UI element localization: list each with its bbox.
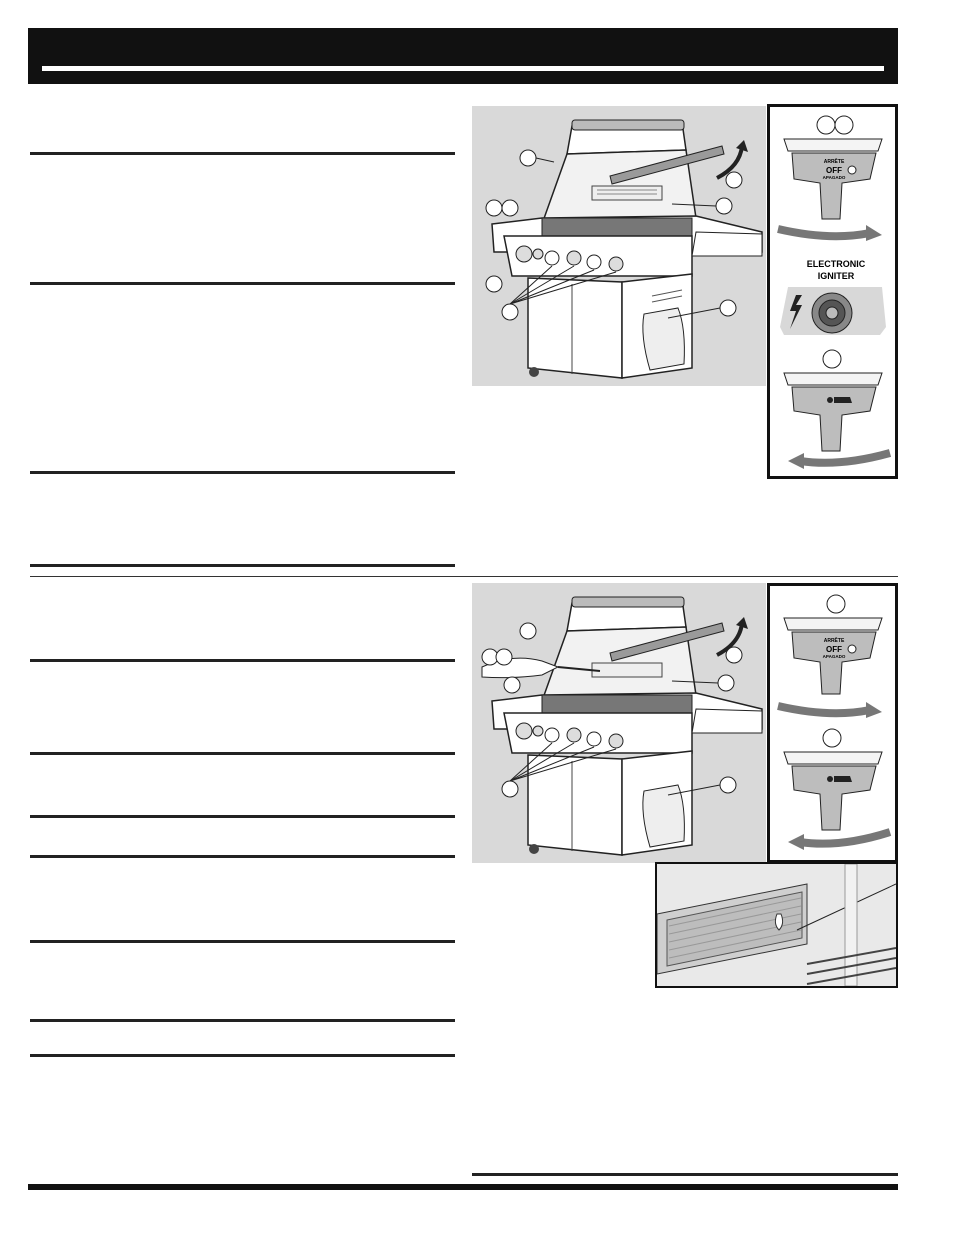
page-footer-bar	[28, 1184, 898, 1190]
section-divider	[30, 659, 455, 662]
section-divider	[30, 1054, 455, 1057]
knob-label-apagado: APAGADO	[822, 175, 846, 180]
knob-label-off: OFF	[826, 166, 842, 175]
half-page-separator	[30, 576, 898, 577]
section-divider	[30, 1019, 455, 1022]
section-divider	[30, 815, 455, 818]
igniter-label-line2: IGNITER	[817, 271, 855, 281]
knob-label-off: OFF	[826, 645, 842, 654]
control-steps-drawing	[770, 107, 895, 476]
section-divider	[30, 855, 455, 858]
section-divider	[30, 282, 455, 285]
page-header-banner	[28, 28, 898, 84]
control-steps-drawing-bottom	[770, 586, 895, 860]
header-underline	[42, 66, 884, 71]
control-steps-panel-bottom	[767, 583, 898, 863]
detail-inset-igniter-hole	[655, 862, 898, 988]
grill-drawing-lighting	[472, 583, 766, 863]
right-column-rule	[472, 1173, 898, 1176]
section-divider	[30, 471, 455, 474]
section-divider	[30, 752, 455, 755]
knob-label-apagado: APAGADO	[822, 654, 846, 659]
igniter-label-line1: ELECTRONIC	[806, 259, 866, 269]
grill-drawing	[472, 106, 766, 386]
section-divider	[30, 940, 455, 943]
detail-inset-drawing	[657, 864, 896, 986]
section-divider	[30, 564, 455, 567]
knob-label-arrete: ARRÊTE	[823, 159, 845, 165]
grill-illustration-top	[472, 106, 766, 386]
grill-illustration-bottom	[472, 583, 766, 863]
knob-label-arrete: ARRÊTE	[823, 638, 845, 644]
control-steps-panel-top	[767, 104, 898, 479]
section-divider	[30, 152, 455, 155]
